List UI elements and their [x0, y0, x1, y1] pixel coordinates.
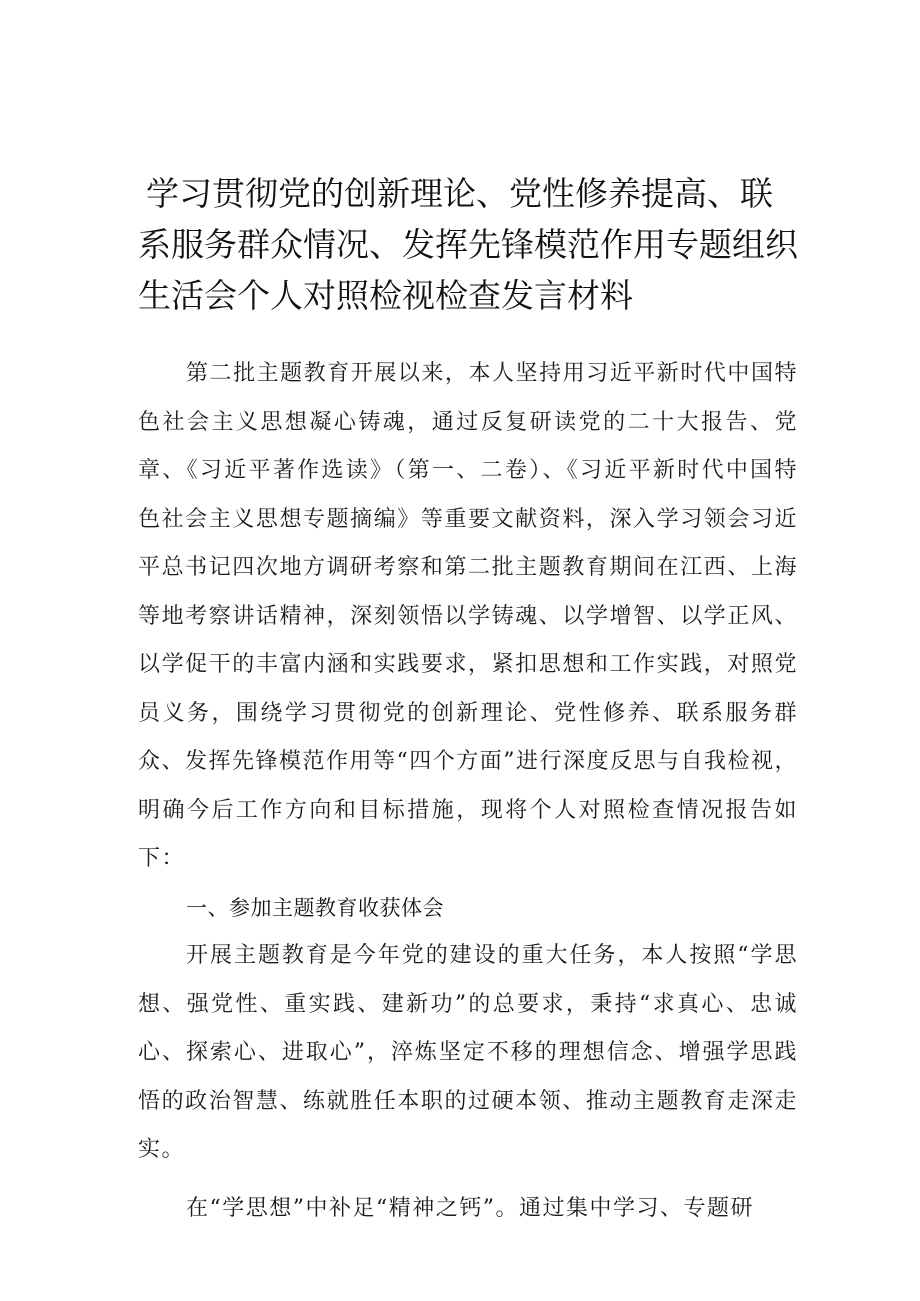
body-paragraph: 开展主题教育是今年党的建设的重大任务，本人按照“学思想、强党性、重实践、建新功”的总要求，秉持“求真心、忠诚心、探索心、进取心”，淬炼坚定不移的理想信念、增强学思践悟的政治智慧、练就胜任本职的过硬本领、推动主题教育走深走实。 — [138, 943, 798, 1162]
title-line: 生活会个人对照检视检查发言材料 — [138, 276, 633, 315]
document-title — [138, 168, 798, 321]
body-paragraph: 在“学思想”中补足“精神之钙”。通过集中学习、专题研 — [186, 1195, 754, 1221]
document-body — [138, 350, 798, 1233]
title-line: 系服务群众情况、发挥先锋模范作用专题组织 — [138, 225, 798, 264]
intro-paragraph: 第二批主题教育开展以来，本人坚持用习近平新时代中国特色社会主义思想凝心铸魂，通过反复研读党的二十大报告、党章、《习近平著作选读》（第一、二卷）、《习近平新时代中国特色社会主义思想专题摘编》等重要文献资料，深入学习领会习近平总书记四次地方调研考察和第二批主题教育期间在江西、上海等地考察讲话精神，深刻领悟以学铸魂、以学增智、以学正风、以学促干的丰富内涵和实践要求，紧扣思想和工作实践，对照党员义务，围绕学习贯彻党的创新理论、党性修养、联系服务群众、发挥先锋模范作用等“四个方面”进行深度反思与自我检视，明确今后工作方向和目标措施，现将个人对照检查情况报告如下： — [138, 361, 798, 871]
section-heading: 一、参加主题教育收获体会 — [186, 895, 444, 920]
title-line: 学习贯彻党的创新理论、党性修养提高、联 — [146, 174, 773, 213]
